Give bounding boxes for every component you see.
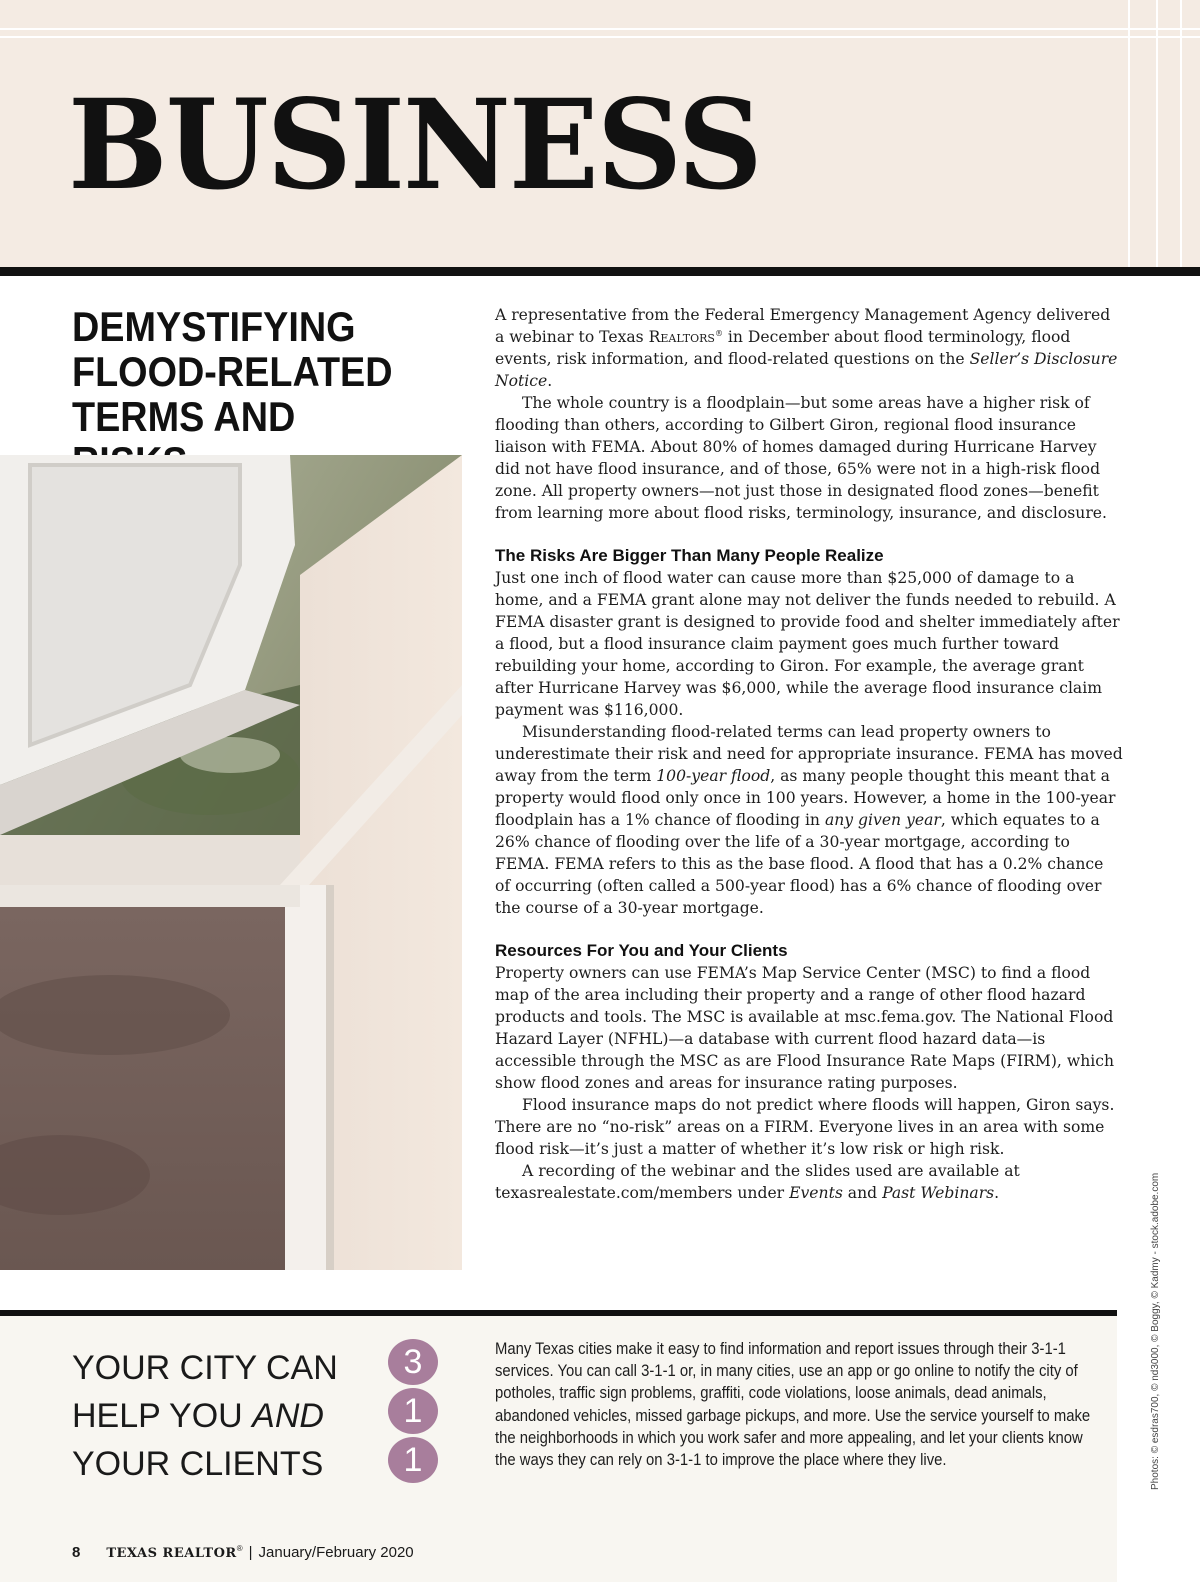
subheading-risks: The Risks Are Bigger Than Many People Realize xyxy=(495,546,884,565)
italic-text: 100-year flood xyxy=(656,767,771,785)
digit-badge: 1 xyxy=(388,1388,438,1434)
text-run: , as many people thought this meant that a property would flood only once in 100 years. However, a home in the 100-year floodplain has a 1% chance of flooding in xyxy=(495,767,1116,829)
flooded-doorway-photo xyxy=(0,455,462,1270)
article-paragraph xyxy=(495,721,1123,919)
photo-credit: Photos: © esdras700, © nd3000, © Boggy, © Kadmy - stock.adobe.com xyxy=(1150,1172,1161,1490)
text-run: in December about flood terminology, flood events, risk information, and flood-related questions on the xyxy=(495,328,1071,368)
text-run: A representative from the Federal Emergency Management Agency delivered a webinar to Texas xyxy=(495,306,1111,346)
article-paragraph: Property owners can use FEMA’s Map Service Center (MSC) to find a flood map of the area including their property and a range of other flood hazard products and tools. The MSC is available at msc.fema.gov. The National Flood Hazard Layer (NFHL)—a database with current flood hazard data—is accessible through the MSC as are Flood Insurance Rate Maps (FIRM), which show flood zones and areas for insurance rating purposes. xyxy=(495,964,1114,1092)
text-run: . xyxy=(547,372,553,390)
sidebar-title-line: YOUR CITY CAN xyxy=(72,1349,338,1387)
digit-badge: 3 xyxy=(388,1339,438,1385)
text-run: A recording of the webinar and the slides used are available at texasrealestate.com/members under xyxy=(495,1162,1020,1202)
issue-date: January/February 2020 xyxy=(258,1544,414,1561)
italic-text: any given year xyxy=(824,811,941,829)
header-divider xyxy=(0,267,1200,276)
text-run: . xyxy=(994,1184,1000,1202)
article-body xyxy=(495,304,1123,1204)
text-run: Misunderstanding flood-related terms can lead property owners to underestimate their risk and need for appropriate insurance. FEMA has moved away from the term xyxy=(495,723,1123,785)
sidebar-paragraph: Many Texas cities make it easy to find information and report issues through their 3-1-1 services. You can call 3-1-1 or, in many cities, use an app or go online to notify the city of potholes, traffic sign problems, graffiti, code violations, loose animals, dead animals, abandoned vehicles, missed garbage pickups, and more. Use the service yourself to make the neighborhoods in which you work safer and more appealing, and let your clients know the ways they can rely on 3-1-1 to improve the place where they live. xyxy=(495,1340,1091,1470)
subheading-resources: Resources For You and Your Clients xyxy=(495,941,788,960)
footer-separator: | xyxy=(248,1544,253,1561)
article-paragraph: Flood insurance maps do not predict where floods will happen, Giron says. There are no “no-risk” areas on a FIRM. Everyone lives in an area with some flood risk—it’s just a matter of whether it’s low risk or high risk. xyxy=(495,1096,1115,1158)
registered-mark: ® xyxy=(714,328,723,338)
header-vertical-line xyxy=(1128,0,1130,268)
text-run: HELP YOU xyxy=(72,1397,253,1435)
italic-text: Events xyxy=(789,1184,843,1202)
sidebar-title-line: YOUR CLIENTS xyxy=(72,1445,324,1483)
sidebar-title xyxy=(72,1344,372,1488)
header-vertical-line xyxy=(1156,0,1158,268)
header-vertical-line xyxy=(1180,0,1182,268)
magazine-name: TEXAS REALTOR xyxy=(106,1546,237,1561)
page-footer xyxy=(72,1544,414,1561)
text-run: , which equates to a 26% chance of flooding over the life of a 30-year mortgage, according to FEMA. FEMA refers to this as the base flood. A flood that has a 0.2% chance of occurring (often called a 500-year flood) has a 6% chance of flooding over the course of a 30-year mortgage. xyxy=(495,811,1104,917)
text-run: and xyxy=(842,1184,883,1202)
digit-badge: 1 xyxy=(388,1437,438,1483)
article-paragraph: Just one inch of flood water can cause more than $25,000 of damage to a home, and a FEMA grant alone may not deliver the funds needed to rebuild. A FEMA disaster grant is designed to provide food and shelter immediately after a flood, but a flood insurance claim payment goes much further toward rebuilding your home, according to Giron. For example, the average grant after Hurricane Harvey was $6,000, while the average flood insurance claim payment was $116,000. xyxy=(495,569,1120,719)
article-paragraph xyxy=(495,1160,1123,1204)
section-title: BUSINESS xyxy=(68,71,761,218)
article-paragraph xyxy=(495,304,1123,392)
realtors-text: Realtors xyxy=(648,328,715,346)
italic-text: Past Webinars xyxy=(882,1184,995,1202)
italic-text: AND xyxy=(252,1397,324,1435)
article-headline: DEMYSTIFYING FLOOD-RELATED TERMS AND xyxy=(72,303,393,440)
italic-text: Seller’s Disclosure Notice xyxy=(495,350,1118,390)
header-decorative-lines xyxy=(0,28,1200,38)
sidebar-title-line xyxy=(72,1392,372,1440)
sidebar-body xyxy=(495,1338,1091,1471)
page-number: 8 xyxy=(72,1544,81,1561)
article-paragraph: The whole country is a floodplain—but some areas have a higher risk of flooding than others, according to Gilbert Giron, regional flood insurance liaison with FEMA. About 80% of homes damaged during Hurricane Harvey did not have flood insurance, and of those, 65% were not in a high-risk flood zone. All property owners—not just those in designated flood zones—benefit from learning more about flood risks, terminology, insurance, and disclosure. xyxy=(495,394,1107,522)
registered-mark: ® xyxy=(236,1544,243,1553)
